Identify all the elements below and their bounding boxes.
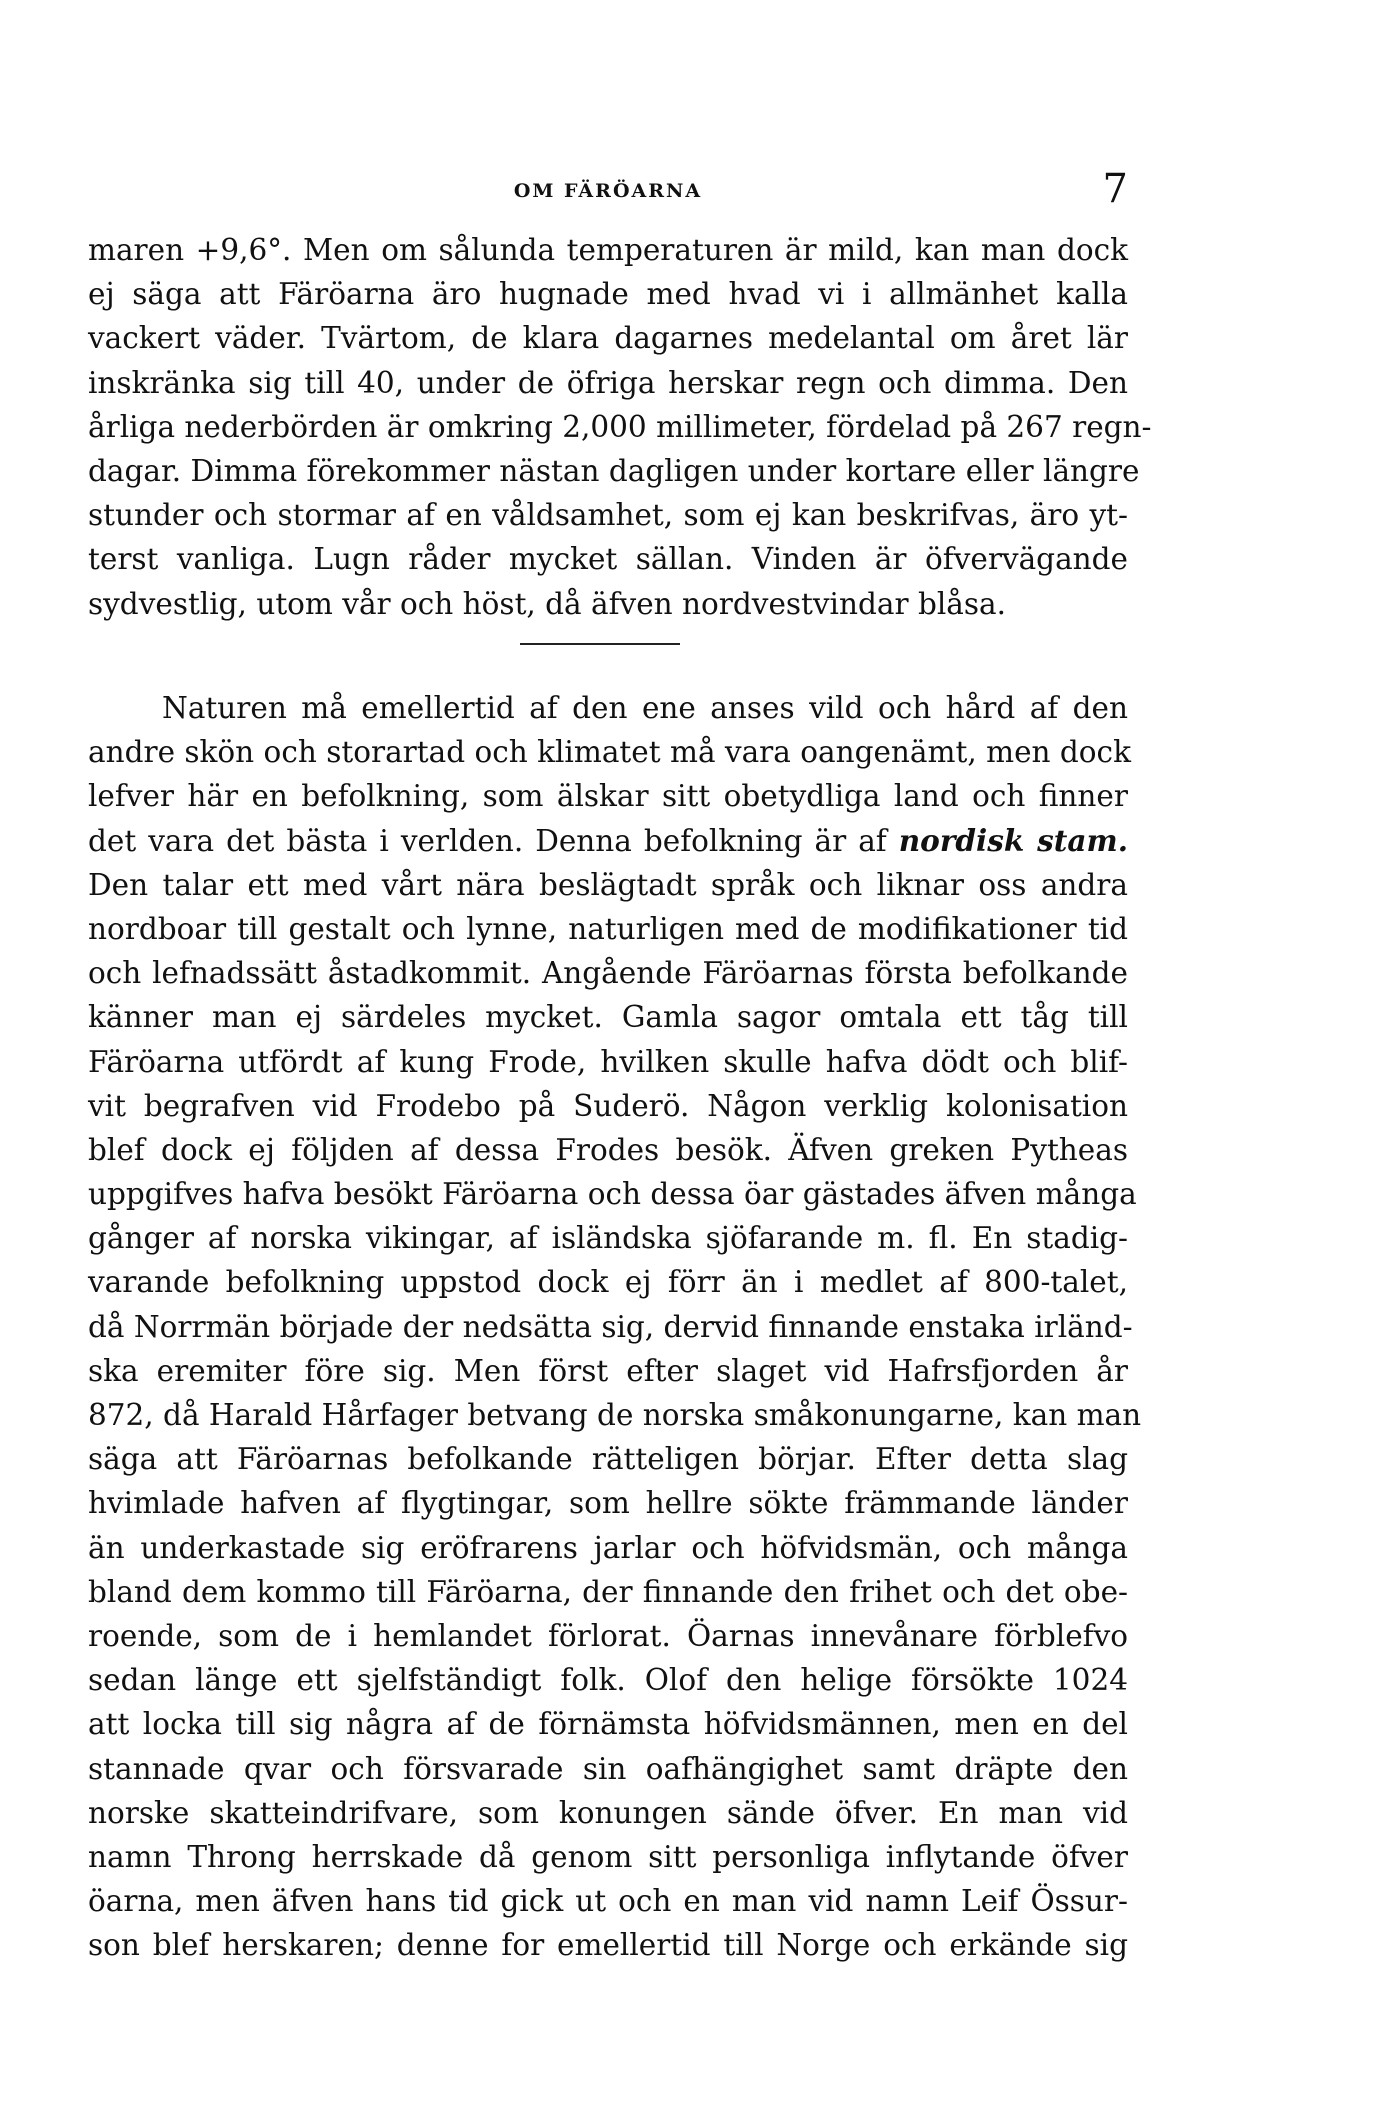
text-line: Naturen må emellertid af den ene anses vild och hård af den <box>162 691 1128 725</box>
text-line: son blef herskaren; denne for emellertid till Norge och erkände sig <box>88 1928 1128 1963</box>
text-line: sedan länge ett sjelfständigt folk. Olof den helige försökte 1024 <box>88 1663 1128 1698</box>
text-line: säga att Färöarnas befolkande rätteligen börjar. Efter detta slag <box>88 1442 1128 1477</box>
text-line: ej säga att Färöarna äro hugnade med hvad vi i allmänhet kalla <box>88 277 1128 312</box>
page-number: 7 <box>1102 166 1128 212</box>
text-line: 872, då Harald Hårfager betvang de norska småkonungarne, kan man <box>88 1398 1142 1432</box>
text-line <box>88 819 1128 863</box>
text-line: andre skön och storartad och klimatet må vara oangenämt, men dock <box>88 735 1131 770</box>
text-line: öarna, men äfven hans tid gick ut och en man vid namn Leif Össur- <box>88 1884 1128 1919</box>
text-line: då Norrmän började der nedsätta sig, dervid finnande enstaka irländ- <box>88 1309 1133 1344</box>
text-run: det vara det bästa i verlden. Denna befolkning är af <box>88 823 899 858</box>
text-line: nordboar till gestalt och lynne, naturligen med de modifikationer tid <box>88 911 1128 946</box>
text-line: dagar. Dimma förekommer nästan dagligen under kortare eller längre <box>88 453 1140 488</box>
text-line: Färöarna utfördt af kung Frode, hvilken skulle hafva dödt och blif- <box>88 1044 1128 1079</box>
paragraph-climate <box>88 228 1152 626</box>
text-line: norske skatteindrifvare, som konungen sände öfver. En man vid <box>88 1795 1128 1830</box>
text-line: årliga nederbörden är omkring 2,000 millimeter, fördelad på 267 regn- <box>88 409 1152 444</box>
text-line: sydvestlig, utom vår och höst, då äfven nordvestvindar blåsa. <box>88 586 1006 621</box>
section-divider <box>520 643 680 645</box>
text-line: uppgifves hafva besökt Färöarna och dessa öar gästades äfven många <box>88 1177 1137 1212</box>
text-line: bland dem kommo till Färöarna, der finnande den frihet och det obe- <box>88 1574 1128 1609</box>
text-line: stannade qvar och försvarade sin oafhängighet samt dräpte den <box>88 1751 1128 1786</box>
text-line: roende, som de i hemlandet förlorat. Öarnas innevånare förblefvo <box>88 1618 1128 1653</box>
running-title: OM FÄRÖARNA <box>513 180 703 202</box>
text-line: känner man ej särdeles mycket. Gamla sagor omtala ett tåg till <box>88 1000 1128 1035</box>
text-line: hvimlade hafven af flygtingar, som hellre sökte främmande länder <box>88 1486 1128 1521</box>
text-line: än underkastade sig eröfrarens jarlar och höfvidsmän, och många <box>88 1530 1128 1565</box>
paragraph-population <box>88 686 1142 1967</box>
text-line: Den talar ett med vårt nära beslägtadt språk och liknar oss andra <box>88 867 1128 902</box>
running-head <box>88 166 1128 212</box>
text-line: vit begrafven vid Frodebo på Suderö. Någon verklig kolonisation <box>88 1088 1128 1123</box>
text-line: stunder och stormar af en våldsamhet, som ej kan beskrifvas, äro yt- <box>88 498 1128 533</box>
text-line: lefver här en befolkning, som älskar sitt obetydliga land och finner <box>88 779 1128 814</box>
text-line: att locka till sig några af de förnämsta höfvidsmännen, men en del <box>88 1707 1128 1742</box>
text-line: blef dock ej följden af dessa Frodes besök. Äfven greken Pytheas <box>88 1132 1128 1167</box>
text-line: maren +9,6°. Men om sålunda temperaturen är mild, kan man dock <box>88 233 1128 267</box>
text-line: terst vanliga. Lugn råder mycket sällan. Vinden är öfvervägande <box>88 542 1128 577</box>
text-line: varande befolkning uppstod dock ej förr än i medlet af 800-talet, <box>88 1265 1128 1300</box>
text-line: namn Throng herrskade då genom sitt personliga inflytande öfver <box>88 1839 1128 1874</box>
text-line: vackert väder. Tvärtom, de klara dagarnes medelantal om året lär <box>88 321 1128 356</box>
text-line: ska eremiter före sig. Men först efter slaget vid Hafrsfjorden år <box>88 1353 1128 1388</box>
text-line: gånger af norska vikingar, af isländska sjöfarande m. fl. En stadig- <box>88 1221 1128 1256</box>
text-line: och lefnadssätt åstadkommit. Angående Färöarnas första befolkande <box>88 956 1128 991</box>
emphasis-nordisk-stam: nordisk stam. <box>898 822 1129 858</box>
text-line: inskränka sig till 40, under de öfriga herskar regn och dimma. Den <box>88 365 1128 400</box>
